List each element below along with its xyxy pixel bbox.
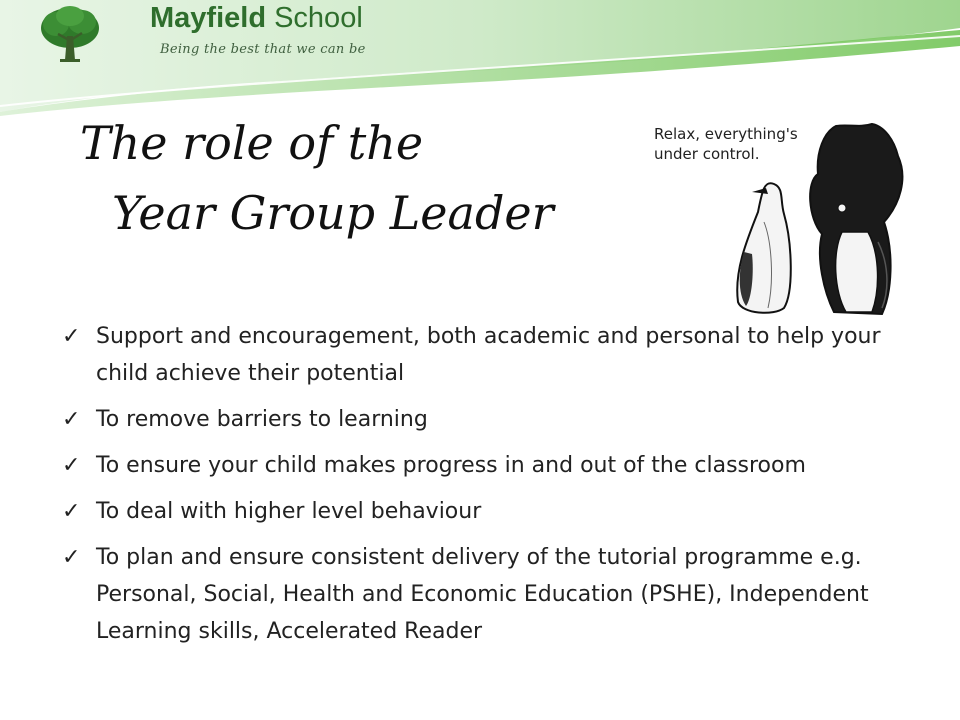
bullet-text: To ensure your child makes progress in and out of the classroom [96,453,806,478]
cartoon-caption-line-2: under control. [654,145,760,163]
bullet-item [62,447,902,484]
bullet-item [62,539,902,650]
slide-title-line-1: The role of the [80,116,424,170]
checkmark-icon: ✓ [62,453,81,478]
bullet-text: To deal with higher level behaviour [96,499,482,524]
school-motto: Being the best that we can be [160,42,366,57]
penguins-cartoon-icon [646,122,910,318]
header-swoosh [0,0,960,120]
bullet-item [62,493,902,530]
bullet-text: To plan and ensure consistent delivery of the tutorial programme e.g. Personal, Social, Health and Economic Education (PSHE), Independent Learning skills, Accelerated Reader [96,545,869,644]
slide-title [80,108,554,248]
checkmark-icon: ✓ [62,499,81,524]
bullet-text: Support and encouragement, both academic and personal to help your child achieve their potential [96,324,881,386]
bullet-item [62,318,902,392]
bullet-item [62,401,902,438]
checkmark-icon: ✓ [62,324,81,349]
cartoon-caption-line-1: Relax, everything's [654,125,798,143]
bullet-text: To remove barriers to learning [96,407,428,432]
checkmark-icon: ✓ [62,407,81,432]
slide-title-line-2: Year Group Leader [112,186,554,240]
cartoon-caption [654,124,798,164]
checkmark-icon: ✓ [62,545,81,570]
role-bullet-list [62,318,902,659]
school-name [150,2,363,35]
school-name-rest: School [266,2,363,34]
tree-icon [38,4,102,66]
header-band [0,0,960,120]
school-name-bold: Mayfield [150,2,267,34]
